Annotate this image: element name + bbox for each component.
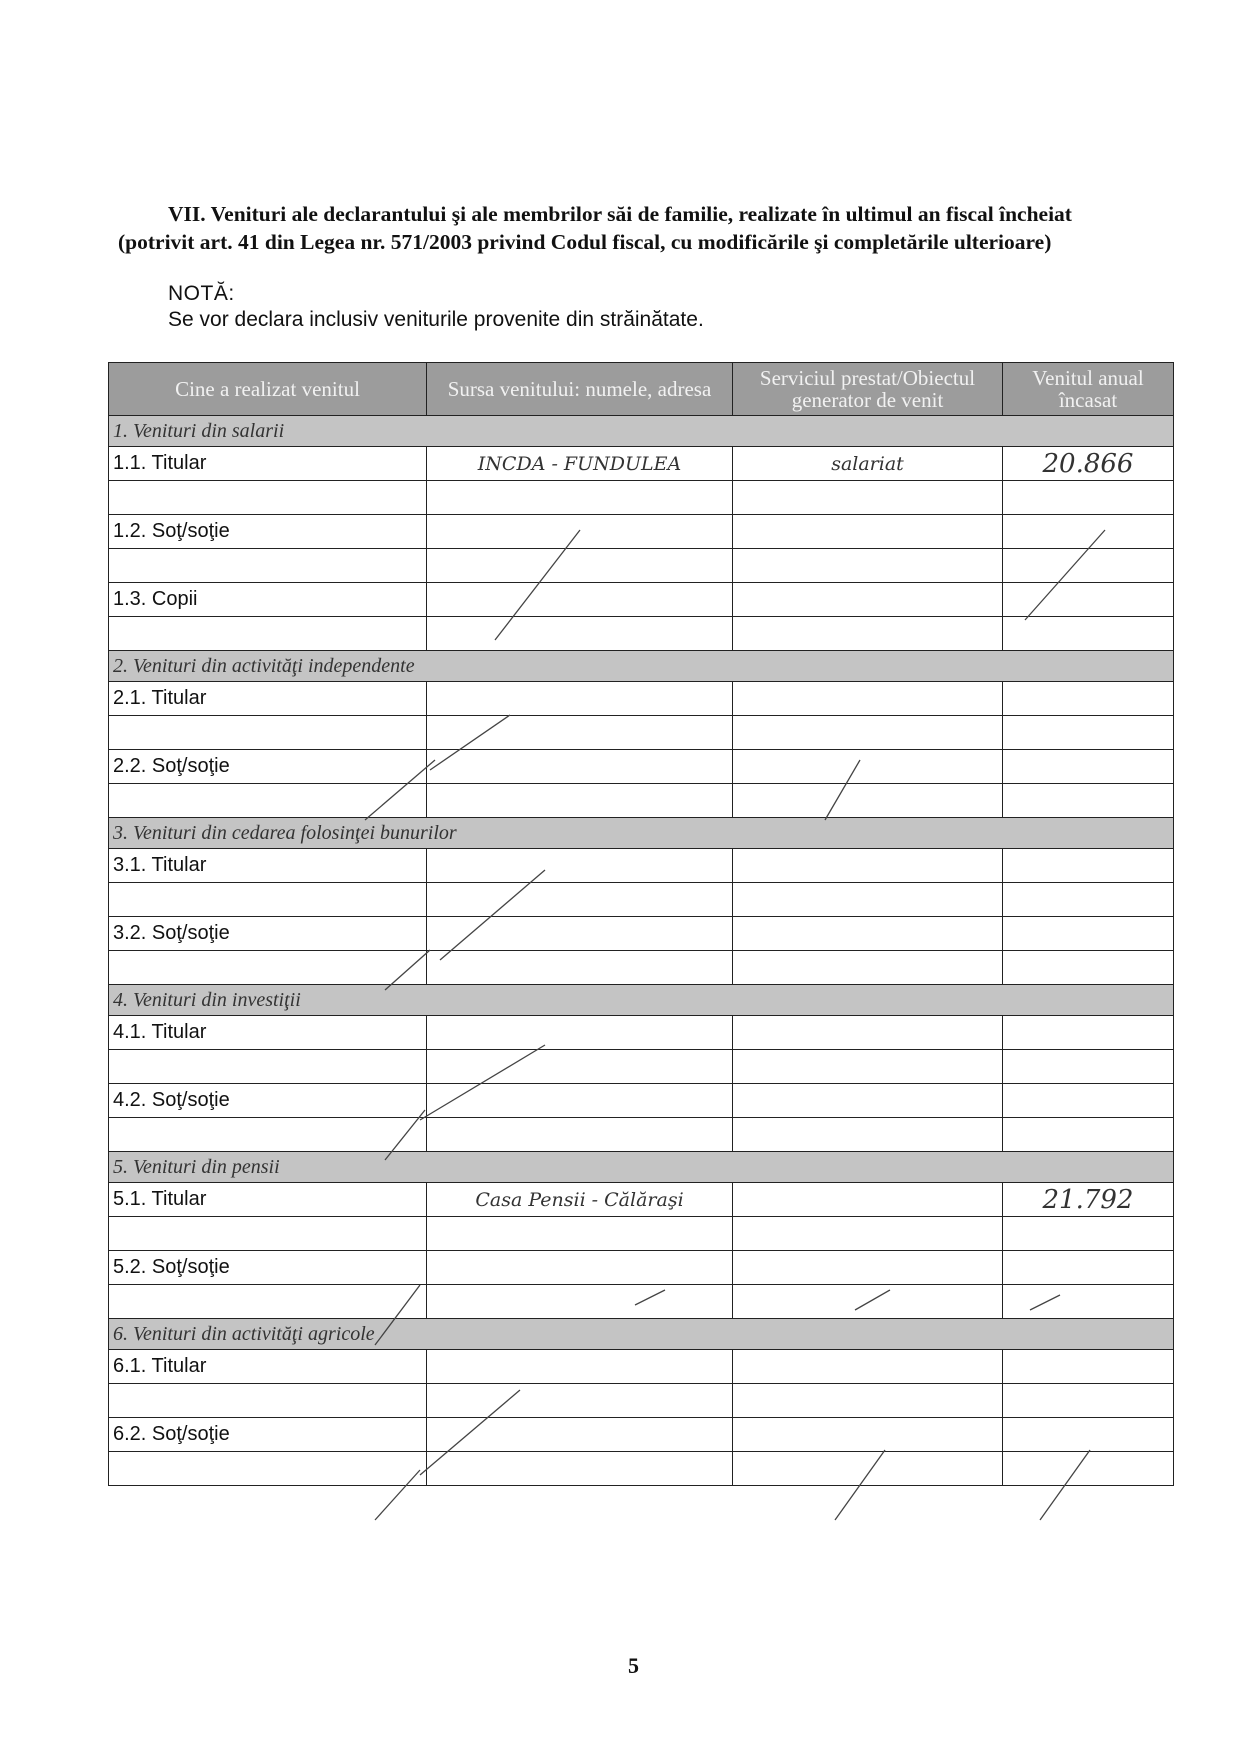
table-row bbox=[109, 750, 1174, 784]
who-cell: 3.2. Soţ/soţie bbox=[109, 917, 427, 951]
table-row bbox=[109, 1084, 1174, 1118]
table-row-blank bbox=[109, 617, 1174, 651]
who-cell: 1.3. Copii bbox=[109, 583, 427, 617]
table-row-blank bbox=[109, 1452, 1174, 1486]
amount-cell[interactable] bbox=[1003, 1350, 1174, 1384]
section-title: 6. Venituri din activităţi agricole bbox=[109, 1319, 1174, 1350]
service-cell[interactable] bbox=[733, 515, 1003, 549]
who-cell: 4.1. Titular bbox=[109, 1016, 427, 1050]
table-row-blank bbox=[109, 549, 1174, 583]
section-heading bbox=[118, 200, 1180, 256]
table-row bbox=[109, 447, 1174, 481]
header-service: Serviciul prestat/Obiectul generator de venit bbox=[733, 363, 1003, 416]
service-cell[interactable] bbox=[733, 583, 1003, 617]
table-row bbox=[109, 583, 1174, 617]
amount-cell[interactable] bbox=[1003, 515, 1174, 549]
table-row-blank bbox=[109, 1118, 1174, 1152]
section-title: 3. Venituri din cedarea folosinţei bunurilor bbox=[109, 818, 1174, 849]
table-row bbox=[109, 1016, 1174, 1050]
service-cell[interactable] bbox=[733, 1251, 1003, 1285]
service-cell[interactable] bbox=[733, 682, 1003, 716]
section-row bbox=[109, 1319, 1174, 1350]
section-row bbox=[109, 416, 1174, 447]
source-cell[interactable]: Casa Pensii - Călăraşi bbox=[427, 1183, 733, 1217]
who-cell: 1.1. Titular bbox=[109, 447, 427, 481]
section-title: 4. Venituri din investiţii bbox=[109, 985, 1174, 1016]
source-cell[interactable] bbox=[427, 1350, 733, 1384]
table-row-blank bbox=[109, 784, 1174, 818]
amount-cell[interactable] bbox=[1003, 1084, 1174, 1118]
header-source: Sursa venitului: numele, adresa bbox=[427, 363, 733, 416]
heading-line-1: VII. Venituri ale declarantului şi ale membrilor săi de familie, realizate în ultimul an fiscal încheiat bbox=[168, 202, 1072, 226]
who-cell: 2.2. Soţ/soţie bbox=[109, 750, 427, 784]
source-cell[interactable] bbox=[427, 1418, 733, 1452]
amount-cell[interactable] bbox=[1003, 1251, 1174, 1285]
amount-cell[interactable] bbox=[1003, 682, 1174, 716]
table-row-blank bbox=[109, 1384, 1174, 1418]
source-cell[interactable] bbox=[427, 515, 733, 549]
amount-cell[interactable] bbox=[1003, 583, 1174, 617]
amount-cell[interactable] bbox=[1003, 849, 1174, 883]
service-cell[interactable] bbox=[733, 1418, 1003, 1452]
table-row bbox=[109, 849, 1174, 883]
table-row bbox=[109, 1251, 1174, 1285]
section-title: 1. Venituri din salarii bbox=[109, 416, 1174, 447]
table-row bbox=[109, 1418, 1174, 1452]
note-text: Se vor declara inclusiv veniturile provenite din străinătate. bbox=[168, 308, 704, 331]
table-row bbox=[109, 1183, 1174, 1217]
table-row-blank bbox=[109, 883, 1174, 917]
source-cell[interactable] bbox=[427, 917, 733, 951]
table-row-blank bbox=[109, 716, 1174, 750]
income-table bbox=[108, 362, 1174, 1486]
table-row bbox=[109, 515, 1174, 549]
service-cell[interactable] bbox=[733, 1350, 1003, 1384]
source-cell[interactable]: INCDA - FUNDULEA bbox=[427, 447, 733, 481]
service-cell[interactable] bbox=[733, 1016, 1003, 1050]
table-row-blank bbox=[109, 1050, 1174, 1084]
table-row bbox=[109, 682, 1174, 716]
section-row bbox=[109, 818, 1174, 849]
source-cell[interactable] bbox=[427, 1251, 733, 1285]
section-row bbox=[109, 1152, 1174, 1183]
heading-line-2: (potrivit art. 41 din Legea nr. 571/2003 privind Codul fiscal, cu modificările şi completările ulterioare) bbox=[118, 230, 1052, 254]
who-cell: 6.1. Titular bbox=[109, 1350, 427, 1384]
table-row bbox=[109, 1350, 1174, 1384]
table-row-blank bbox=[109, 951, 1174, 985]
table-header-row bbox=[109, 363, 1174, 416]
amount-cell[interactable]: 20.866 bbox=[1003, 447, 1174, 481]
service-cell[interactable] bbox=[733, 1183, 1003, 1217]
service-cell[interactable] bbox=[733, 917, 1003, 951]
who-cell: 1.2. Soţ/soţie bbox=[109, 515, 427, 549]
section-row bbox=[109, 651, 1174, 682]
section-row bbox=[109, 985, 1174, 1016]
table-row-blank bbox=[109, 481, 1174, 515]
source-cell[interactable] bbox=[427, 849, 733, 883]
source-cell[interactable] bbox=[427, 1084, 733, 1118]
section-title: 5. Venituri din pensii bbox=[109, 1152, 1174, 1183]
header-amount: Venitul anual încasat bbox=[1003, 363, 1174, 416]
who-cell: 5.1. Titular bbox=[109, 1183, 427, 1217]
amount-cell[interactable] bbox=[1003, 1418, 1174, 1452]
amount-cell[interactable] bbox=[1003, 750, 1174, 784]
amount-cell[interactable]: 21.792 bbox=[1003, 1183, 1174, 1217]
who-cell: 2.1. Titular bbox=[109, 682, 427, 716]
source-cell[interactable] bbox=[427, 1016, 733, 1050]
who-cell: 5.2. Soţ/soţie bbox=[109, 1251, 427, 1285]
who-cell: 6.2. Soţ/soţie bbox=[109, 1418, 427, 1452]
service-cell[interactable]: salariat bbox=[733, 447, 1003, 481]
table-row-blank bbox=[109, 1217, 1174, 1251]
service-cell[interactable] bbox=[733, 849, 1003, 883]
header-who: Cine a realizat venitul bbox=[109, 363, 427, 416]
service-cell[interactable] bbox=[733, 750, 1003, 784]
source-cell[interactable] bbox=[427, 682, 733, 716]
table-row bbox=[109, 917, 1174, 951]
service-cell[interactable] bbox=[733, 1084, 1003, 1118]
source-cell[interactable] bbox=[427, 750, 733, 784]
amount-cell[interactable] bbox=[1003, 917, 1174, 951]
amount-cell[interactable] bbox=[1003, 1016, 1174, 1050]
who-cell: 4.2. Soţ/soţie bbox=[109, 1084, 427, 1118]
who-cell: 3.1. Titular bbox=[109, 849, 427, 883]
note-title: NOTĂ: bbox=[168, 282, 235, 305]
source-cell[interactable] bbox=[427, 583, 733, 617]
page-number: 5 bbox=[628, 1653, 639, 1678]
table-row-blank bbox=[109, 1285, 1174, 1319]
section-title: 2. Venituri din activităţi independente bbox=[109, 651, 1174, 682]
